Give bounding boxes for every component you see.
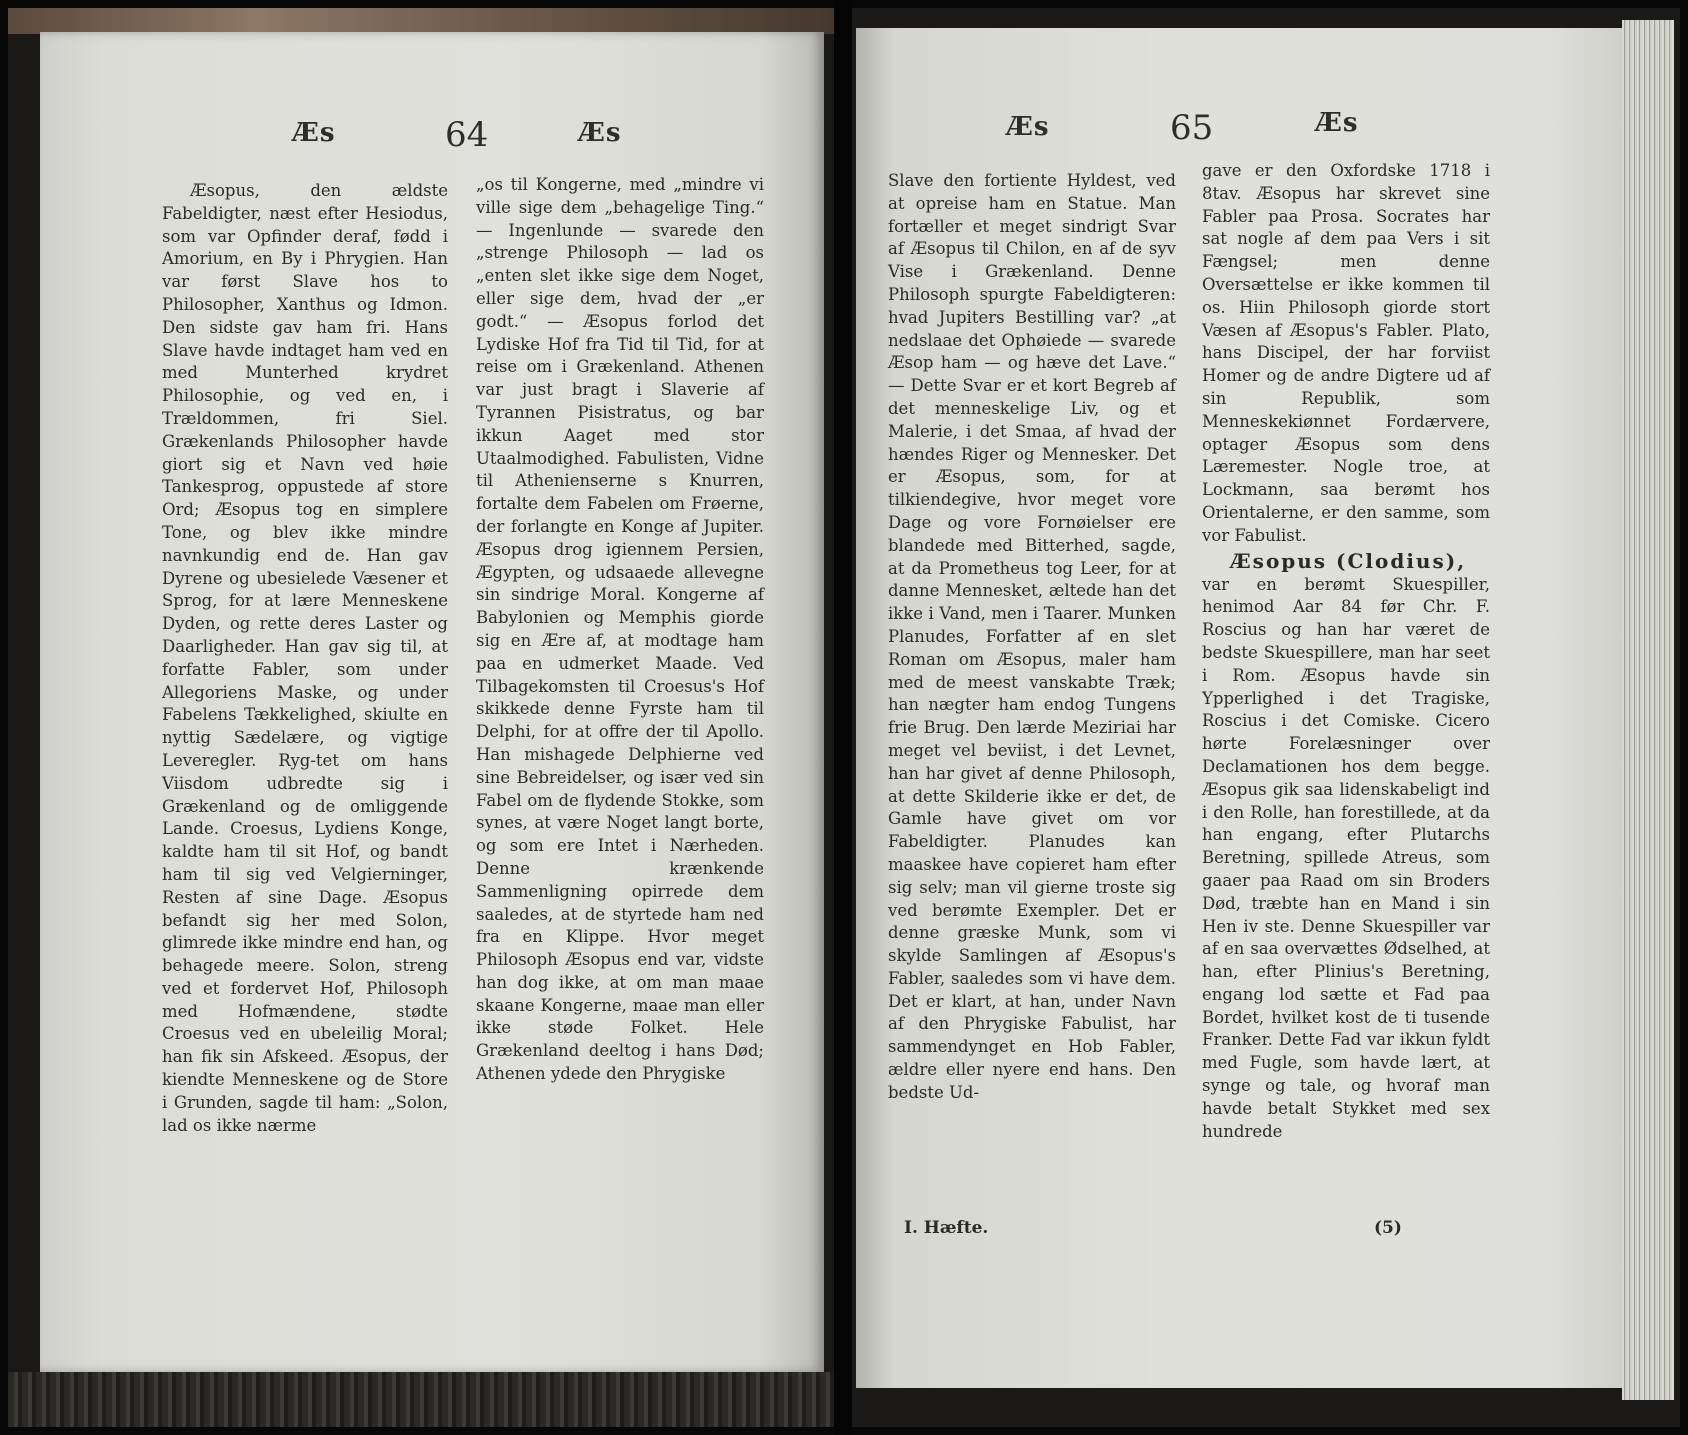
entry-aesopus-text: Æsopus, den ældste Fabeldigter, næst efter Hesiodus, som var Opfinder deraf, fødd i Amorium, en By i Phrygien. Han var først Slave hos to Philosopher, Xanthus og Idmon. Den sidste gav ham fri. Hans Slave havde indtaget ham ved en med Munterhed krydret Philosophie, og ved en, i Trældommen, fri Siel. Grækenlands Philosopher havde giort sig et Navn ved høie Tankesprog, oppustede af store Ord; Æsopus tog en simplere Tone, og blev ikke mindre navnkundig end de. Han gav Dyrene og ubesielede Væsener et Sprog, for at lære Menneskene Dyden, og rette deres Laster og Daarligheder. Han gav sig til, at forfatte Fabler, som under Allegoriens Maske, og under Fabelens Tækkelighed, skiulte en nyttig Sædelære, og vigtige Leveregler. Ryg-tet om hans Viisdom udbredte sig i Grækenland og de omliggende Lande. Croesus, Lydiens Konge, kaldte ham til sit Hof, og bandt ham til sig ved Velgierninger, Resten af sine Dage. Æsopus befandt sig her med Solon, glimrede ikke mindre end han, og behagede meere. Solon, streng ved et fordervet Hof, Philosoph med Hofmændene, stødte Croesus ved en ubeleilig Moral; han fik sin Afskeed. Æsopus, der kiendte Menneskene og de Store i Grunden, sagde til ham: „Solon, lad os ikke nærme (162, 181, 448, 1135)
right-header-right: Æs (1315, 108, 1359, 138)
entry-aesopus-editions: gave er den Oxfordske 1718 i 8tav. Æsopus har skrevet sine Fabler paa Prosa. Socrates har sat nogle af dem paa Vers i sit Fængsel; men denne Oversættelse er ikke kommen til os. Hiin Philosoph giorde stort Væsen af Æsopus's Fabler. Plato, hans Discipel, der har forviist Homer og de andre Digtere ud af sin Republik, som Menneskekiønnet Fordærvere, optager Æsopus som dens Læremester. Nogle troe, at Lockmann, saa berømt hos Orientalerne, er den samme, som vor Fabulist. (1202, 161, 1490, 545)
panel-gap (834, 0, 852, 1435)
left-header-left: Æs (292, 118, 336, 148)
footer-signature-left: I. Hæfte. (904, 1218, 989, 1238)
book-bottom-edge (8, 1372, 834, 1427)
left-column-1 (162, 180, 448, 1137)
footer-signature-mark: (5) (1374, 1218, 1402, 1238)
right-column-1 (888, 170, 1176, 1105)
book-top-edge (8, 8, 834, 34)
left-header-right: Æs (578, 118, 622, 148)
entry-aesopus-end: Slave den fortiente Hyldest, ved at opreise ham en Statue. Man fortæller et meget sindrigt Svar af Æsopus til Chilon, en af de syv Vise i Grækenland. Denne Philosoph spurgte Fabeldigteren: hvad Jupiters Bestilling var? „at nedslaae det Ophøiede — svarede Æsop ham — og hæve det Lave.“ — Dette Svar er et kort Begreb af det menneskelige Liv, og et Malerie, i det Smaa, af hvad der hændes Riger og Mennesker. Det er Æsopus, som, for at tilkiendegive, hvor meget vore Dage og vore Fornøielser ere blandede med Bitterhed, sagde, at da Prometheus tog Leer, for at danne Mennesket, æltede han det ikke i Vand, men i Taarer. Munken Planudes, Forfatter af en slet Roman om Æsopus, maler ham med de meest vanskabte Træk; han nægter ham endog Tungens frie Brug. Den lærde Meziriai har meget vel beviist, i det Levnet, han har givet af denne Philosoph, at dette Skilderie ikke er det, de Gamle have givet om vor Fabeldigter. Planudes kan maaskee have copieret ham efter sig selv; man vil gierne troste sig ved berømte Exempler. Det er denne græske Munk, som vi skylde Samlingen af Æsopus's Fabler, saaledes som vi have dem. Det er klart, at han, under Navn af den Phrygiske Fabulist, har sammendynget en Hob Fabler, ældre eller nyere end hans. Den bedste Ud- (888, 171, 1176, 1102)
entry-aesopus-clodius-text: var en berømt Skuespiller, henimod Aar 84 før Chr. F. Roscius og han har været de bedste Skuespillere, man har seet i Rom. Æsopus havde sin Ypperlighed i det Tragiske, Roscius i det Comiske. Cicero hørte Forelæsninger over Declamationen hos dem begge. Æsopus gik saa lidenskabeligt ind i den Rolle, han forestillede, at da han engang, efter Plutarchs Beretning, spillede Atreus, som gaaer paa Raad om sin Broders Død, træbte han en Mand i sin Hen iv ste. Denne Skuespiller var af en saa overvættes Ødselhed, at han, efter Plinius's Beretning, engang lod sætte et Fad paa Bordet, hvilket kost de ti tusende Franker. Dette Fad var ikkun fyldt med Fugle, som havde lært, at synge og tale, og hvoraf man havde betalt Stykket med sex hundrede (1202, 574, 1490, 1141)
entry-aesopus-continued: „os til Kongerne, med „mindre vi ville sige dem „behagelige Ting.“ — Ingenlunde — svarede den „strenge Philosoph — lad os „enten slet ikke sige dem Noget, eller sige dem, hvad der „er godt.“ — Æsopus forlod det Lydiske Hof fra Tid til Tid, for at reise om i Grækenland. Athenen var just bragt i Slaverie af Tyrannen Pisistratus, og bar ikkun Aaget med stor Utaalmodighed. Fabulisten, Vidne til Athenienserne s Knurren, fortalte dem Fabelen om Frøerne, der forlangte en Konge af Jupiter. Æsopus drog igiennem Persien, Ægypten, og udsaaede allevegne sin sindrige Moral. Kongerne af Babylonien og Memphis giorde sig en Ære af, at modtage ham paa en udmerket Maade. Ved Tilbagekomsten til Croesus's Hof skikkede denne Fyrste ham til Delphi, for at offre der til Apollo. Han mishagede Delphierne ved sine Bebreidelser, og især ved sin Fabel om de flydende Stokke, som synes, at være Noget langt borte, og som ere Intet i Nærheden. Denne krænkende Sammenligning opirrede dem saaledes, at de styrtede ham ned fra en Klippe. Hvor meget Philosoph Æsopus end var, vidste han dog ikke, at om man maae skaane Kongerne, maae man eller ikke støde Folket. Hele Grækenland deeltog i hans Død; Athenen ydede den Phrygiske (476, 175, 764, 1084)
right-column-2 (1202, 160, 1490, 1143)
right-header-left: Æs (1006, 112, 1050, 142)
right-page-number: 65 (1170, 108, 1214, 148)
entry-heading-aesopus-clodius: Æsopus (Clodius), (1230, 548, 1467, 573)
page-edges (1622, 20, 1674, 1400)
left-page-number: 64 (445, 115, 489, 155)
left-column-2 (476, 174, 764, 1086)
